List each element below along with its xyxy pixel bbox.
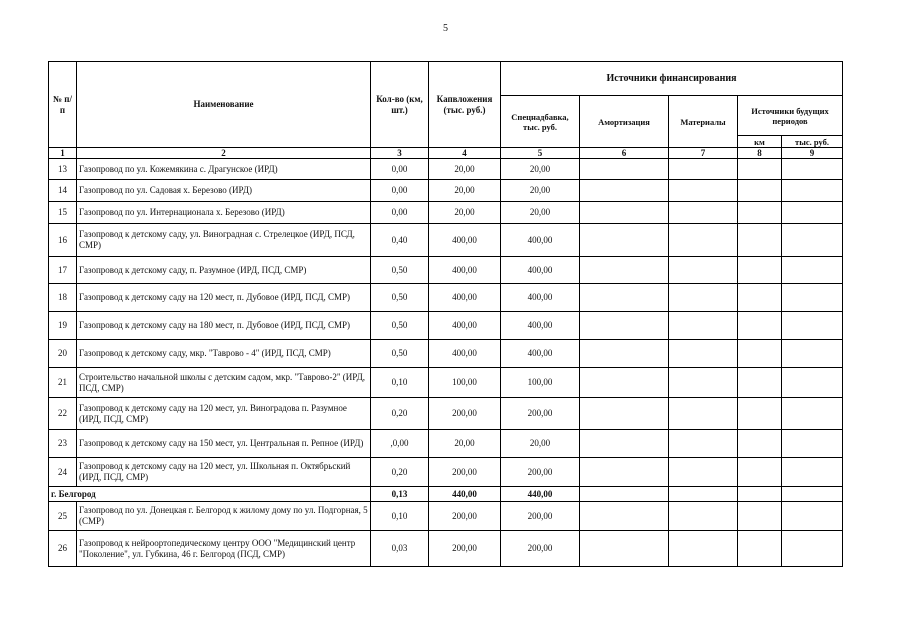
row-name: Газопровод к нейроортопедическому центру ООО "Медицинский центр "Поколение", ул. Губкина, 46 г. Белгород (ПСД, СМР)	[77, 531, 371, 567]
row-materials	[669, 531, 738, 567]
row-thousand	[782, 458, 843, 487]
row-materials	[669, 340, 738, 368]
row-special: 400,00	[501, 340, 580, 368]
row-name: Газопровод по ул. Садовая х. Березово (ИРД)	[77, 180, 371, 202]
row-invest: 400,00	[429, 284, 501, 312]
group-qty: 0,13	[371, 487, 429, 502]
row-num: 13	[49, 159, 77, 180]
row-thousand	[782, 340, 843, 368]
row-amort	[580, 458, 669, 487]
row-km	[738, 224, 782, 257]
group-invest: 440,00	[429, 487, 501, 502]
row-materials	[669, 487, 738, 502]
row-name: Газопровод по ул. Донецкая г. Белгород к жилому дому по ул. Подгорная, 5 (СМР)	[77, 502, 371, 531]
header-qty: Кол-во (км, шт.)	[371, 62, 429, 148]
row-materials	[669, 224, 738, 257]
row-invest: 400,00	[429, 257, 501, 284]
row-special: 200,00	[501, 531, 580, 567]
row-km	[738, 340, 782, 368]
row-thousand	[782, 224, 843, 257]
row-amort	[580, 340, 669, 368]
row-amort	[580, 487, 669, 502]
row-amort	[580, 202, 669, 224]
row-materials	[669, 312, 738, 340]
column-number: 4	[429, 148, 501, 159]
row-name: Газопровод к детскому саду на 150 мест, ул. Центральная п. Репное (ИРД)	[77, 430, 371, 458]
row-num: 20	[49, 340, 77, 368]
row-km	[738, 180, 782, 202]
row-thousand	[782, 398, 843, 430]
row-thousand	[782, 202, 843, 224]
row-km	[738, 202, 782, 224]
row-name: Газопровод к детскому саду, мкр. "Таврово - 4" (ИРД, ПСД, СМР)	[77, 340, 371, 368]
row-km	[738, 531, 782, 567]
row-special: 20,00	[501, 180, 580, 202]
row-name: Газопровод к детскому саду на 120 мест, п. Дубовое (ИРД, ПСД, СМР)	[77, 284, 371, 312]
row-invest: 200,00	[429, 458, 501, 487]
row-invest: 400,00	[429, 340, 501, 368]
row-thousand	[782, 487, 843, 502]
table-row	[49, 368, 843, 398]
header-materials: Материалы	[669, 96, 738, 148]
column-number: 6	[580, 148, 669, 159]
row-qty: 0,00	[371, 159, 429, 180]
table-row	[49, 159, 843, 180]
row-num: 15	[49, 202, 77, 224]
row-amort	[580, 257, 669, 284]
row-km	[738, 502, 782, 531]
row-special: 400,00	[501, 284, 580, 312]
row-materials	[669, 159, 738, 180]
header-special: Спецнадбавка, тыс. руб.	[501, 96, 580, 148]
row-name: Газопровод по ул. Кожемякина с. Драгунское (ИРД)	[77, 159, 371, 180]
row-name: Строительство начальной школы с детским садом, мкр. "Таврово-2" (ИРД, ПСД, СМР)	[77, 368, 371, 398]
column-number: 8	[738, 148, 782, 159]
header-km: км	[738, 136, 782, 148]
row-name: Газопровод к детскому саду на 180 мест, п. Дубовое (ИРД, ПСД, СМР)	[77, 312, 371, 340]
row-km	[738, 430, 782, 458]
column-number: 7	[669, 148, 738, 159]
row-num: 25	[49, 502, 77, 531]
header-thousand: тыс. руб.	[782, 136, 843, 148]
row-thousand	[782, 502, 843, 531]
row-num: 18	[49, 284, 77, 312]
row-qty: 0,00	[371, 202, 429, 224]
row-invest: 400,00	[429, 224, 501, 257]
row-invest: 20,00	[429, 430, 501, 458]
row-qty: 0,40	[371, 224, 429, 257]
column-number: 2	[77, 148, 371, 159]
table-row	[49, 257, 843, 284]
row-thousand	[782, 159, 843, 180]
row-km	[738, 458, 782, 487]
header-num: № п/п	[49, 62, 77, 148]
row-km	[738, 398, 782, 430]
row-thousand	[782, 257, 843, 284]
table-row	[49, 340, 843, 368]
row-km	[738, 159, 782, 180]
row-special: 100,00	[501, 368, 580, 398]
row-num: 14	[49, 180, 77, 202]
row-invest: 200,00	[429, 531, 501, 567]
table-row	[49, 398, 843, 430]
row-amort	[580, 502, 669, 531]
row-amort	[580, 312, 669, 340]
row-special: 20,00	[501, 159, 580, 180]
row-thousand	[782, 430, 843, 458]
row-thousand	[782, 531, 843, 567]
row-km	[738, 257, 782, 284]
table-row	[49, 312, 843, 340]
row-materials	[669, 202, 738, 224]
row-num: 21	[49, 368, 77, 398]
row-invest: 100,00	[429, 368, 501, 398]
group-row	[49, 487, 843, 502]
table-row	[49, 458, 843, 487]
row-amort	[580, 398, 669, 430]
header-amort: Амортизация	[580, 96, 669, 148]
column-numbers-row	[49, 148, 843, 159]
row-qty: 0,20	[371, 458, 429, 487]
row-special: 400,00	[501, 257, 580, 284]
row-invest: 20,00	[429, 180, 501, 202]
row-name: Газопровод к детскому саду на 120 мест, ул. Виноградова п. Разумное (ИРД, ПСД, СМР)	[77, 398, 371, 430]
row-km	[738, 368, 782, 398]
header-future: Источники будущих периодов	[738, 96, 843, 136]
row-special: 200,00	[501, 458, 580, 487]
row-invest: 400,00	[429, 312, 501, 340]
row-name: Газопровод по ул. Интернационала х. Березово (ИРД)	[77, 202, 371, 224]
row-qty: 0,00	[371, 180, 429, 202]
row-amort	[580, 368, 669, 398]
row-num: 23	[49, 430, 77, 458]
row-thousand	[782, 180, 843, 202]
row-amort	[580, 430, 669, 458]
row-num: 22	[49, 398, 77, 430]
financing-table	[48, 61, 843, 567]
row-invest: 200,00	[429, 398, 501, 430]
row-materials	[669, 458, 738, 487]
row-special: 20,00	[501, 430, 580, 458]
row-num: 19	[49, 312, 77, 340]
row-amort	[580, 159, 669, 180]
row-qty: 0,10	[371, 368, 429, 398]
row-amort	[580, 180, 669, 202]
row-qty: 0,50	[371, 340, 429, 368]
row-km	[738, 284, 782, 312]
column-number: 9	[782, 148, 843, 159]
row-special: 200,00	[501, 398, 580, 430]
row-invest: 20,00	[429, 202, 501, 224]
row-special: 200,00	[501, 502, 580, 531]
row-materials	[669, 398, 738, 430]
row-num: 24	[49, 458, 77, 487]
table-row	[49, 430, 843, 458]
table-row	[49, 502, 843, 531]
row-invest: 200,00	[429, 502, 501, 531]
row-materials	[669, 430, 738, 458]
row-qty: 0,20	[371, 398, 429, 430]
row-qty: 0,03	[371, 531, 429, 567]
row-qty: ,0,00	[371, 430, 429, 458]
table-row	[49, 531, 843, 567]
row-thousand	[782, 312, 843, 340]
row-name: Газопровод к детскому саду на 120 мест, ул. Школьная п. Октябрьский (ИРД, ПСД, СМР)	[77, 458, 371, 487]
row-special: 400,00	[501, 312, 580, 340]
row-materials	[669, 257, 738, 284]
table-row	[49, 224, 843, 257]
row-amort	[580, 531, 669, 567]
row-special: 400,00	[501, 224, 580, 257]
row-invest: 20,00	[429, 159, 501, 180]
row-materials	[669, 180, 738, 202]
header-sources: Источники финансирования	[501, 62, 843, 96]
header-name: Наименование	[77, 62, 371, 148]
page-number: 5	[443, 23, 448, 34]
row-thousand	[782, 368, 843, 398]
column-number: 5	[501, 148, 580, 159]
row-materials	[669, 284, 738, 312]
row-qty: 0,10	[371, 502, 429, 531]
column-number: 1	[49, 148, 77, 159]
row-materials	[669, 368, 738, 398]
row-amort	[580, 224, 669, 257]
row-km	[738, 487, 782, 502]
row-thousand	[782, 284, 843, 312]
row-km	[738, 312, 782, 340]
table-row	[49, 202, 843, 224]
row-qty: 0,50	[371, 284, 429, 312]
row-special: 20,00	[501, 202, 580, 224]
row-num: 26	[49, 531, 77, 567]
header-invest: Капвложения (тыс. руб.)	[429, 62, 501, 148]
row-qty: 0,50	[371, 257, 429, 284]
row-materials	[669, 502, 738, 531]
row-qty: 0,50	[371, 312, 429, 340]
row-name: Газопровод к детскому саду, п. Разумное (ИРД, ПСД, СМР)	[77, 257, 371, 284]
column-number: 3	[371, 148, 429, 159]
table-row	[49, 284, 843, 312]
row-num: 17	[49, 257, 77, 284]
row-amort	[580, 284, 669, 312]
group-name: г. Белгород	[49, 487, 371, 502]
table-row	[49, 180, 843, 202]
row-name: Газопровод к детскому саду, ул. Виноградная с. Стрелецкое (ИРД, ПСД, СМР)	[77, 224, 371, 257]
row-num: 16	[49, 224, 77, 257]
group-special: 440,00	[501, 487, 580, 502]
